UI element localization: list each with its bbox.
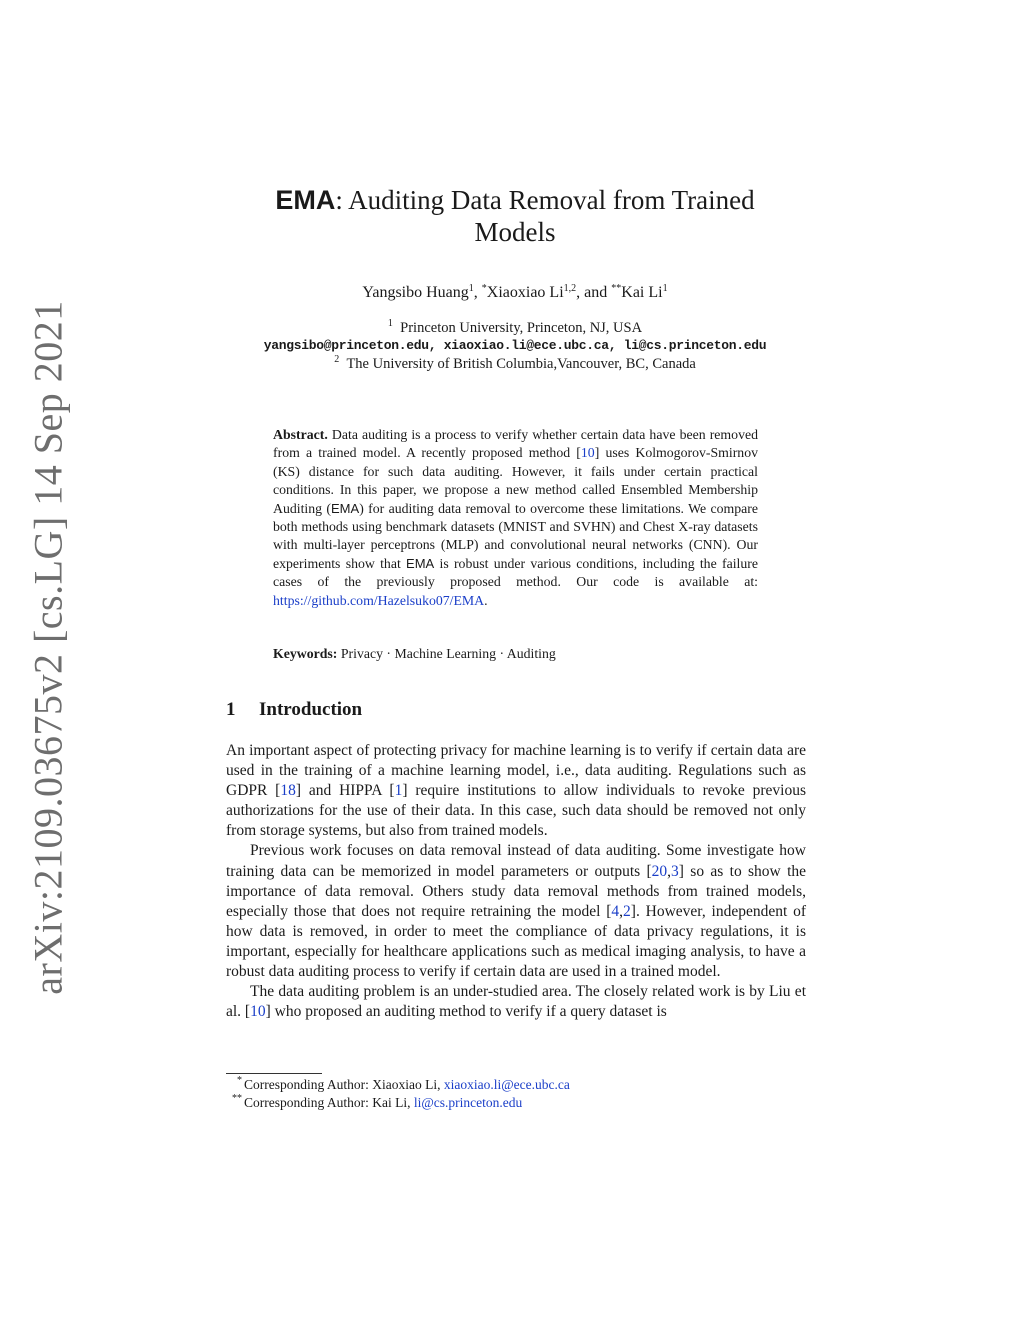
abstract-text: ] uses Kolmogorov-Smirnov (KS) distance for such data auditing. However, it fails under certain practical conditions. In this paper, we propose a new method called Ensembled Membership Auditing ( bbox=[273, 445, 758, 516]
author-3-affil: 1 bbox=[662, 283, 668, 294]
body-text bbox=[226, 741, 806, 1022]
citation-separator: , bbox=[667, 862, 672, 880]
paragraph-text: ] so as to show the importance of data removal. Others study data removal methods from trained models, especially those that does not require retraining the model [ bbox=[226, 862, 807, 920]
affiliation-2 bbox=[200, 355, 830, 373]
footnote-2-text: Corresponding Author: Kai Li, bbox=[244, 1095, 414, 1110]
footnote-divider bbox=[226, 1073, 322, 1074]
footnote-1: * Corresponding Author: Xiaoxiao Li, xiaoxiao.li@ece.ubc.ca bbox=[237, 1075, 570, 1092]
title-line2: Models bbox=[474, 217, 556, 247]
abstract-label: Abstract. bbox=[273, 427, 328, 442]
author-separator: , and bbox=[576, 284, 612, 301]
author-list bbox=[200, 284, 830, 302]
title-system-name: EMA bbox=[275, 185, 336, 215]
footnote-1-text: Corresponding Author: Xiaoxiao Li, bbox=[244, 1077, 444, 1092]
keywords bbox=[273, 646, 758, 662]
citation-link[interactable]: 1 bbox=[394, 782, 403, 800]
citation-separator: , bbox=[619, 902, 624, 920]
abstract-text: . bbox=[484, 592, 488, 608]
title-rest: : Auditing Data Removal from Trained bbox=[335, 185, 755, 215]
paragraph-text: ] who proposed an auditing method to verify if a query dataset is bbox=[265, 1003, 667, 1021]
paragraph-text: ] and HIPPA [ bbox=[295, 782, 395, 800]
abstract-text: is robust under various conditions, including the failure cases of the previously proposed method. Our code is available at: bbox=[273, 555, 758, 590]
method-name: EMA bbox=[406, 555, 435, 571]
author-emails: yangsibo@princeton.edu, xiaoxiao.li@ece.ubc.ca, li@cs.princeton.edu bbox=[263, 338, 767, 353]
paragraph-text: ] require institutions to allow individuals to revoke previous authorizations for the use of their data. In this case, such data should be removed not only from storage systems, but also from trained models. bbox=[226, 782, 806, 840]
footnote-1-email-link[interactable]: xiaoxiao.li@ece.ubc.ca bbox=[443, 1077, 570, 1092]
paragraph-3 bbox=[226, 982, 806, 1022]
keywords-text: Privacy · Machine Learning · Auditing bbox=[337, 646, 556, 661]
method-name: EMA bbox=[331, 500, 360, 516]
affiliation-1-number: 1 bbox=[387, 318, 393, 329]
paragraph-2 bbox=[226, 841, 806, 982]
abstract-text: ) for auditing data removal to overcome these limitations. We compare both methods using benchmark datasets (MNIST and SVHN) and Chest X-ray datasets with multi-layer perceptrons (MLP) and convolutional neural networks (CNN). Our experiments show that bbox=[273, 500, 758, 571]
section-title: Introduction bbox=[259, 699, 363, 720]
affiliation-1 bbox=[200, 319, 830, 337]
citation-link[interactable]: 20 bbox=[651, 862, 668, 880]
arxiv-id-text: arXiv:2109.03675v2 [cs.LG] 14 Sep 2021 bbox=[25, 299, 71, 995]
abstract bbox=[273, 426, 758, 610]
citation-link[interactable]: 10 bbox=[250, 1003, 266, 1021]
paragraph-1 bbox=[226, 741, 806, 841]
footnote-2-email-link[interactable]: li@cs.princeton.edu bbox=[413, 1095, 523, 1110]
affiliation-1-name: Princeton University, Princeton, NJ, USA bbox=[400, 320, 643, 336]
author-3: Kai Li bbox=[621, 284, 663, 301]
affiliations bbox=[200, 319, 830, 373]
citation-link[interactable]: 2 bbox=[623, 902, 631, 920]
citation-link[interactable]: 3 bbox=[671, 862, 679, 880]
citation-link[interactable]: 4 bbox=[611, 902, 620, 920]
author-separator: , bbox=[473, 284, 482, 301]
affiliation-2-number: 2 bbox=[334, 354, 340, 365]
abstract-text: Data auditing is a process to verify whether certain data have been removed from a trained model. A recently proposed method [ bbox=[273, 427, 758, 461]
section-heading bbox=[226, 699, 362, 721]
paragraph-text: Previous work focuses on data removal instead of data auditing. Some investigate how training data can be memorized in model parameters or outputs [ bbox=[226, 842, 806, 880]
citation-link[interactable]: 18 bbox=[280, 782, 296, 800]
author-2-affil: 1,2 bbox=[563, 283, 577, 294]
author-1: Yangsibo Huang bbox=[362, 284, 469, 301]
section-number: 1 bbox=[226, 699, 236, 720]
paragraph-text: The data auditing problem is an under-studied area. The closely related work is by Liu et al. [ bbox=[226, 983, 806, 1021]
paragraph-text: ]. However, independent of how data is removed, in order to meet the compliance of data privacy regulations, it is important, especially for healthcare applications such as medical imaging analysis, to have a robust data auditing process to verify if certain data are used in a trained model. bbox=[226, 902, 806, 981]
footnote-2: ** Corresponding Author: Kai Li, li@cs.princeton.edu bbox=[232, 1093, 523, 1110]
author-3-mark: ** bbox=[611, 283, 622, 294]
paper-title bbox=[200, 184, 830, 248]
author-1-affil: 1 bbox=[468, 283, 474, 294]
code-repository-link[interactable]: https://github.com/Hazelsuko07/EMA bbox=[273, 592, 485, 608]
paragraph-text: An important aspect of protecting privacy for machine learning is to verify if certain data are used in the training of a machine learning model, i.e., data auditing. Regulations such as GDPR [ bbox=[226, 742, 806, 800]
arxiv-identifier-stamp bbox=[19, 299, 77, 995]
affiliation-2-name: The University of British Columbia,Vancouver, BC, Canada bbox=[346, 356, 696, 372]
footnotes bbox=[226, 1076, 806, 1112]
keywords-label: Keywords: bbox=[273, 646, 338, 661]
citation-link[interactable]: 10 bbox=[580, 445, 595, 461]
author-2-mark: * bbox=[481, 283, 487, 294]
author-2: Xiaoxiao Li bbox=[486, 284, 564, 301]
